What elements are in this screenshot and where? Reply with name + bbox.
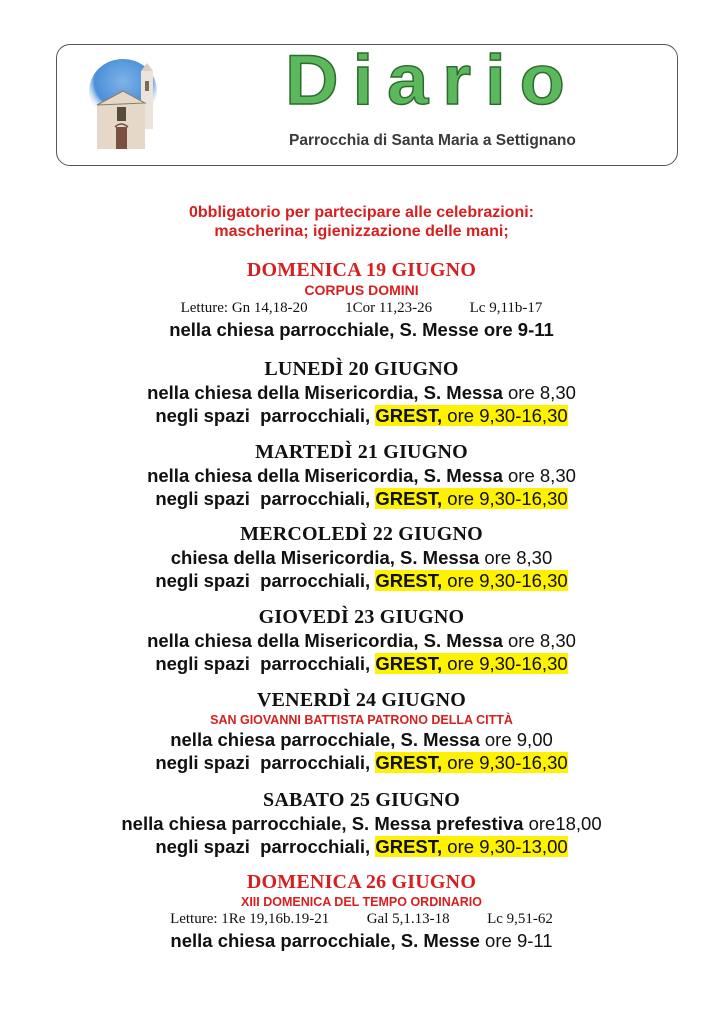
notice-line-1: 0bbligatorio per partecipare alle celebrazioni: <box>189 204 534 221</box>
grest-line <box>0 569 723 592</box>
grest-time: ore 9,30-16,30 <box>442 752 568 773</box>
schedule-line <box>0 546 723 569</box>
grest-line <box>0 835 723 858</box>
schedule-place: negli spazi parrocchiali, <box>155 570 376 591</box>
schedule-time: ore 8,30 <box>502 382 576 403</box>
schedule-place: negli spazi parrocchiali, <box>155 653 376 674</box>
day-title: MARTEDÌ 21 GIUGNO <box>255 441 468 463</box>
grest-line <box>0 652 723 675</box>
day-section <box>0 258 723 341</box>
grest-time: ore 9,30-16,30 <box>442 570 568 591</box>
schedule-line <box>0 929 723 952</box>
day-section <box>0 870 723 952</box>
day-title: MERCOLEDÌ 22 GIUGNO <box>240 523 483 545</box>
grest-label: GREST, <box>375 836 443 857</box>
schedule-time: ore18,00 <box>523 813 602 834</box>
schedule-time: ore 8,30 <box>479 547 553 568</box>
reading: Lc 9,11b-17 <box>469 300 543 316</box>
feast-name: CORPUS DOMINI <box>304 282 419 298</box>
covid-notice <box>0 203 723 241</box>
schedule-place: negli spazi parrocchiali, <box>155 836 376 857</box>
day-section <box>0 605 723 675</box>
schedule-place: nella chiesa parrocchiale, S. Messa prefestiva <box>121 813 524 834</box>
grest-highlight <box>375 570 567 591</box>
readings <box>0 910 723 929</box>
grest-label: GREST, <box>375 570 443 591</box>
day-section <box>0 440 723 510</box>
feast-name: XIII DOMENICA DEL TEMPO ORDINARIO <box>241 895 482 909</box>
church-illustration <box>89 57 161 153</box>
notice-line-2: mascherina; igienizzazione delle mani; <box>214 223 509 240</box>
schedule-place: nella chiesa della Misericordia, S. Messa <box>147 630 503 651</box>
reading: 1Cor 11,23-26 <box>345 300 433 316</box>
schedule-time: ore 8,30 <box>502 465 576 486</box>
schedule-place: nella chiesa parrocchiale, S. Messe ore 9-11 <box>169 319 554 340</box>
grest-line <box>0 487 723 510</box>
day-title: DOMENICA 26 GIUGNO <box>246 871 477 893</box>
schedule-time: ore 9-11 <box>479 930 553 951</box>
day-section <box>0 688 723 774</box>
schedule-time: ore 9,00 <box>479 729 553 750</box>
feast-name: SAN GIOVANNI BATTISTA PATRONO DELLA CITTÀ <box>210 713 513 727</box>
grest-label: GREST, <box>375 752 443 773</box>
schedule-place: negli spazi parrocchiali, <box>155 488 376 509</box>
grest-highlight <box>375 488 567 509</box>
grest-label: GREST, <box>375 653 443 674</box>
diario-logo <box>197 49 667 119</box>
schedule-line <box>0 318 723 341</box>
day-title: GIOVEDÌ 23 GIUGNO <box>258 606 465 628</box>
reading: Gal 5,1.13-18 <box>366 911 450 927</box>
header-box <box>56 44 678 166</box>
grest-time: ore 9,30-16,30 <box>442 488 568 509</box>
schedule-place: nella chiesa della Misericordia, S. Messa <box>147 382 503 403</box>
grest-label: GREST, <box>375 405 443 426</box>
grest-label: GREST, <box>375 488 443 509</box>
schedule-line <box>0 464 723 487</box>
day-section <box>0 788 723 858</box>
reading: Letture: Gn 14,18-20 <box>180 300 308 316</box>
grest-highlight <box>375 653 567 674</box>
grest-line <box>0 404 723 427</box>
grest-highlight <box>375 405 567 426</box>
day-title: SABATO 25 GIUGNO <box>263 789 460 811</box>
schedule-line <box>0 629 723 652</box>
reading: Lc 9,51-62 <box>487 911 553 927</box>
grest-time: ore 9,30-13,00 <box>442 836 568 857</box>
logo-text: Diario <box>285 49 579 119</box>
schedule-place: chiesa della Misericordia, S. Messa <box>170 547 480 568</box>
schedule-line <box>0 728 723 751</box>
day-section <box>0 357 723 427</box>
day-title: DOMENICA 19 GIUGNO <box>246 259 477 281</box>
grest-highlight <box>375 752 567 773</box>
grest-highlight <box>375 836 567 857</box>
parish-name: Parrocchia di Santa Maria a Settignano <box>289 132 576 149</box>
grest-time: ore 9,30-16,30 <box>442 405 568 426</box>
readings <box>0 299 723 318</box>
schedule-place: nella chiesa parrocchiale, S. Messe <box>170 930 480 951</box>
grest-line <box>0 751 723 774</box>
schedule-time: ore 8,30 <box>502 630 576 651</box>
reading: Letture: 1Re 19,16b.19-21 <box>170 911 330 927</box>
day-section <box>0 522 723 592</box>
schedule-place: nella chiesa della Misericordia, S. Messa <box>147 465 503 486</box>
day-title: LUNEDÌ 20 GIUGNO <box>264 358 459 380</box>
schedule-place: nella chiesa parrocchiale, S. Messa <box>170 729 480 750</box>
schedule-place: negli spazi parrocchiali, <box>155 752 376 773</box>
schedule-line <box>0 812 723 835</box>
schedule-line <box>0 381 723 404</box>
grest-time: ore 9,30-16,30 <box>442 653 568 674</box>
schedule-place: negli spazi parrocchiali, <box>155 405 376 426</box>
day-title: VENERDÌ 24 GIUGNO <box>257 689 466 711</box>
